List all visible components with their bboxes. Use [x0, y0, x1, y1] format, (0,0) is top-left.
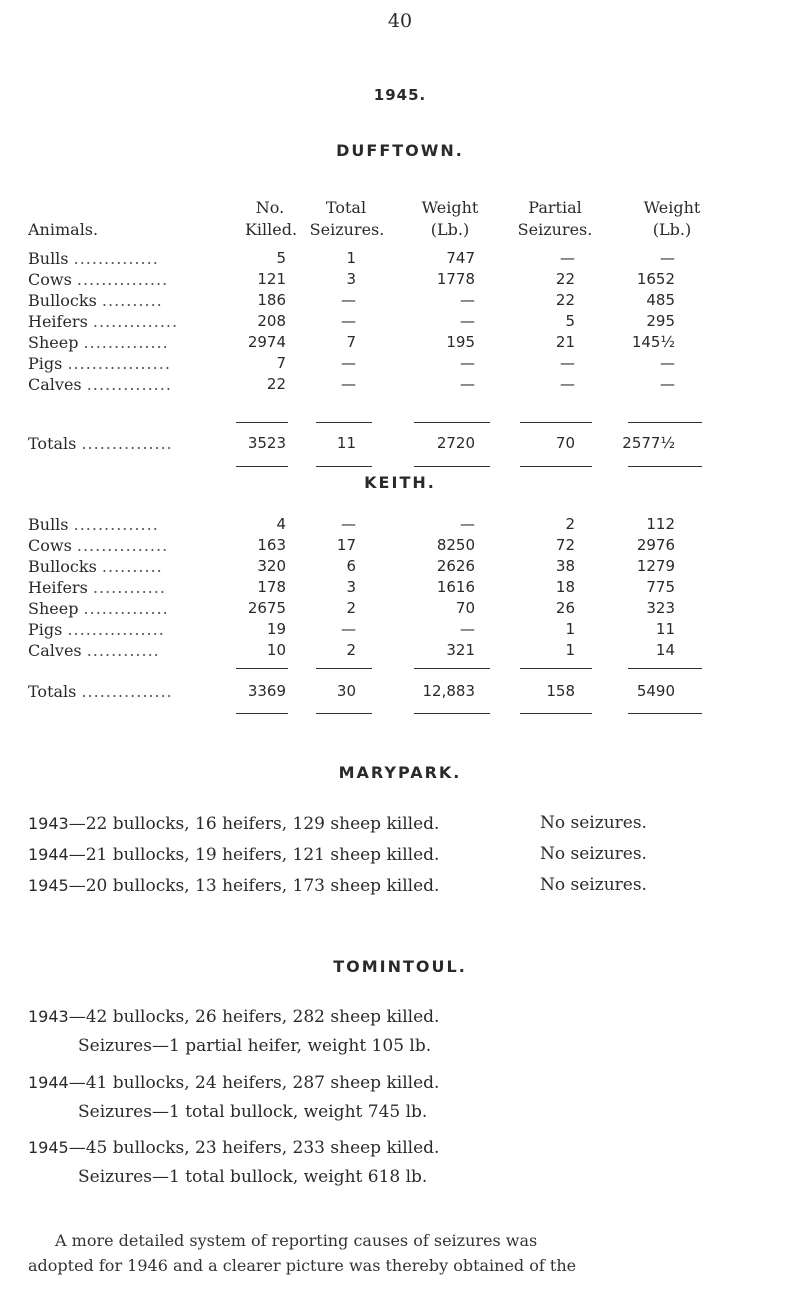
rule — [414, 466, 490, 467]
seizures-cell: — — [341, 312, 356, 330]
rule — [628, 422, 702, 423]
weight-cell: 2626 — [436, 557, 475, 575]
total-weight: 12,883 — [422, 682, 475, 700]
killed-cell: 22 — [266, 375, 286, 393]
table-row: Cows ............... 163 17 8250 72 2976 — [28, 536, 675, 555]
tomintoul-seizure-line: Seizures—1 total bullock, weight 745 lb. — [78, 1102, 428, 1122]
tomintoul-heading: TOMINTOUL. — [333, 957, 467, 976]
partial-weight-cell: 1652 — [636, 270, 675, 288]
weight-cell: — — [460, 354, 475, 372]
header-no: No. — [255, 198, 285, 217]
animal-label: Calves — [28, 641, 82, 660]
animal-label: Cows — [28, 536, 72, 555]
tomintoul-seizure-line: Seizures—1 partial heifer, weight 105 lb. — [78, 1036, 432, 1056]
partial-weight-cell: 11 — [655, 620, 675, 638]
header-weight-unit: (Lb.) — [430, 220, 470, 239]
dufftown-heading: DUFFTOWN. — [336, 141, 464, 160]
marypark-note: No seizures. — [540, 813, 647, 833]
total-partial-weight: 5490 — [636, 682, 675, 700]
killed-cell: 121 — [257, 270, 286, 288]
rule — [236, 668, 288, 669]
animal-label: Bullocks — [28, 557, 97, 576]
animal-label: Heifers — [28, 312, 88, 331]
killed-cell: 4 — [276, 515, 286, 533]
animal-label: Bulls — [28, 249, 69, 268]
table-row: Pigs ................ 19 — — 1 11 — [28, 620, 675, 639]
total-partial-weight: 2577½ — [622, 434, 675, 452]
rule — [520, 422, 592, 423]
seizures-cell: — — [341, 291, 356, 309]
animal-label: Bullocks — [28, 291, 97, 310]
partial-weight-cell: 14 — [655, 641, 675, 659]
weight-cell: 195 — [446, 333, 475, 351]
header-animals: Animals. — [28, 220, 99, 239]
killed-cell: 178 — [257, 578, 286, 596]
killed-cell: 5 — [276, 249, 286, 267]
rule — [520, 713, 592, 714]
rule — [520, 668, 592, 669]
rule — [236, 713, 288, 714]
seizures-cell: 2 — [346, 641, 356, 659]
weight-cell: 70 — [455, 599, 475, 617]
weight-cell: 1778 — [436, 270, 475, 288]
header-killed: Killed. — [244, 220, 298, 239]
partial-cell: 72 — [555, 536, 575, 554]
table-row: Heifers .............. 208 — — 5 295 — [28, 312, 675, 331]
weight-cell: 1616 — [436, 578, 475, 596]
seizures-cell: — — [341, 515, 356, 533]
partial-cell: 5 — [565, 312, 575, 330]
partial-weight-cell: 485 — [646, 291, 675, 309]
totals-row: Totals ............... 3523 11 2720 70 2577½ — [28, 434, 675, 453]
totals-label: Totals — [28, 682, 77, 701]
rule — [236, 466, 288, 467]
partial-cell: 38 — [555, 557, 575, 575]
header-seizures: Seizures. — [309, 220, 385, 239]
partial-weight-cell: 2976 — [636, 536, 675, 554]
total-weight: 2720 — [436, 434, 475, 452]
seizures-cell: — — [341, 354, 356, 372]
table-row: Sheep .............. 2974 7 195 21 145½ — [28, 333, 675, 352]
animal-label: Cows — [28, 270, 72, 289]
killed-cell: 208 — [257, 312, 286, 330]
animal-label: Sheep — [28, 333, 79, 352]
footer-line-2: adopted for 1946 and a clearer picture was thereby obtained of the — [28, 1256, 577, 1275]
rule — [316, 713, 372, 714]
partial-weight-cell: — — [660, 354, 675, 372]
rule — [236, 422, 288, 423]
table-row: Sheep .............. 2675 2 70 26 323 — [28, 599, 675, 618]
marypark-line: 1943—22 bullocks, 16 heifers, 129 sheep killed. — [28, 814, 440, 834]
partial-cell: 22 — [555, 291, 575, 309]
weight-cell: — — [460, 312, 475, 330]
rule — [316, 466, 372, 467]
animal-label: Pigs — [28, 620, 63, 639]
seizures-cell: 1 — [346, 249, 356, 267]
rule — [414, 668, 490, 669]
killed-cell: 186 — [257, 291, 286, 309]
totals-label: Totals — [28, 434, 77, 453]
marypark-heading: MARYPARK. — [338, 763, 462, 782]
total-partial: 70 — [555, 434, 575, 452]
dufftown-totals — [0, 433, 675, 454]
partial-weight-cell: 145½ — [631, 333, 675, 351]
seizures-cell: — — [341, 375, 356, 393]
weight-cell: 321 — [446, 641, 475, 659]
rule — [520, 466, 592, 467]
partial-weight-cell: 295 — [646, 312, 675, 330]
partial-cell: — — [560, 375, 575, 393]
weight-cell: 8250 — [436, 536, 475, 554]
table-row: Bulls .............. 5 1 747 — — — [28, 249, 675, 268]
partial-weight-cell: 323 — [646, 599, 675, 617]
page-number: 40 — [387, 10, 413, 32]
header-partial: Partial — [528, 198, 582, 217]
partial-cell: 2 — [565, 515, 575, 533]
table-row: Pigs ................. 7 — — — — — [28, 354, 675, 373]
partial-weight-cell: 1279 — [636, 557, 675, 575]
table-row: Bullocks .......... 320 6 2626 38 1279 — [28, 557, 675, 576]
header-partial-seizures: Seizures. — [517, 220, 593, 239]
partial-cell: 22 — [555, 270, 575, 288]
table-row: Cows ............... 121 3 1778 22 1652 — [28, 270, 675, 289]
header-weight2: Weight — [643, 198, 701, 217]
partial-weight-cell: — — [660, 249, 675, 267]
rule — [316, 422, 372, 423]
weight-cell: — — [460, 375, 475, 393]
rule — [628, 713, 702, 714]
header-weight2-unit: (Lb.) — [652, 220, 692, 239]
marypark-line: 1945—20 bullocks, 13 heifers, 173 sheep killed. — [28, 876, 440, 896]
weight-cell: 747 — [446, 249, 475, 267]
tomintoul-seizure-line: Seizures—1 total bullock, weight 618 lb. — [78, 1167, 428, 1187]
weight-cell: — — [460, 515, 475, 533]
rule — [414, 713, 490, 714]
weight-cell: — — [460, 620, 475, 638]
killed-cell: 163 — [257, 536, 286, 554]
partial-cell: 18 — [555, 578, 575, 596]
animal-label: Pigs — [28, 354, 63, 373]
tomintoul-line: 1943—42 bullocks, 26 heifers, 282 sheep killed. — [28, 1007, 440, 1027]
partial-cell: 21 — [555, 333, 575, 351]
marypark-line: 1944—21 bullocks, 19 heifers, 121 sheep killed. — [28, 845, 440, 865]
header-total: Total — [325, 198, 367, 217]
footer-line-1: A more detailed system of reporting causes of seizures was — [55, 1231, 538, 1250]
table-row: Bullocks .......... 186 — — 22 485 — [28, 291, 675, 310]
partial-cell: — — [560, 249, 575, 267]
partial-weight-cell: 775 — [646, 578, 675, 596]
rule — [628, 466, 702, 467]
keith-table — [0, 514, 675, 661]
seizures-cell: 17 — [336, 536, 356, 554]
total-partial: 158 — [546, 682, 575, 700]
partial-cell: — — [560, 354, 575, 372]
table-row: Heifers ............ 178 3 1616 18 775 — [28, 578, 675, 597]
killed-cell: 10 — [266, 641, 286, 659]
total-killed: 3369 — [247, 682, 286, 700]
partial-cell: 26 — [555, 599, 575, 617]
partial-cell: 1 — [565, 641, 575, 659]
killed-cell: 7 — [276, 354, 286, 372]
animal-label: Sheep — [28, 599, 79, 618]
seizures-cell: — — [341, 620, 356, 638]
total-seizures: 30 — [336, 682, 356, 700]
seizures-cell: 3 — [346, 270, 356, 288]
totals-row: Totals ............... 3369 30 12,883 158 5490 — [28, 682, 675, 701]
animal-label: Heifers — [28, 578, 88, 597]
table-row: Bulls .............. 4 — — 2 112 — [28, 515, 675, 534]
partial-weight-cell: 112 — [646, 515, 675, 533]
table-row: Calves ............ 10 2 321 1 14 — [28, 641, 675, 660]
seizures-cell: 2 — [346, 599, 356, 617]
killed-cell: 2675 — [247, 599, 286, 617]
rule — [316, 668, 372, 669]
killed-cell: 19 — [266, 620, 286, 638]
tomintoul-line: 1944—41 bullocks, 24 heifers, 287 sheep killed. — [28, 1073, 440, 1093]
partial-weight-cell: — — [660, 375, 675, 393]
marypark-note: No seizures. — [540, 844, 647, 864]
marypark-note: No seizures. — [540, 875, 647, 895]
dufftown-table — [0, 248, 675, 395]
header-weight: Weight — [421, 198, 479, 217]
animal-label: Calves — [28, 375, 82, 394]
seizures-cell: 6 — [346, 557, 356, 575]
rule — [628, 668, 702, 669]
killed-cell: 320 — [257, 557, 286, 575]
keith-totals — [0, 681, 675, 702]
weight-cell: — — [460, 291, 475, 309]
seizures-cell: 3 — [346, 578, 356, 596]
seizures-cell: 7 — [346, 333, 356, 351]
keith-heading: KEITH. — [364, 473, 436, 492]
rule — [414, 422, 490, 423]
total-seizures: 11 — [336, 434, 356, 452]
tomintoul-line: 1945—45 bullocks, 23 heifers, 233 sheep killed. — [28, 1138, 440, 1158]
killed-cell: 2974 — [247, 333, 286, 351]
total-killed: 3523 — [247, 434, 286, 452]
partial-cell: 1 — [565, 620, 575, 638]
year-heading: 1945. — [373, 86, 427, 104]
table-row: Calves .............. 22 — — — — — [28, 375, 675, 394]
animal-label: Bulls — [28, 515, 69, 534]
